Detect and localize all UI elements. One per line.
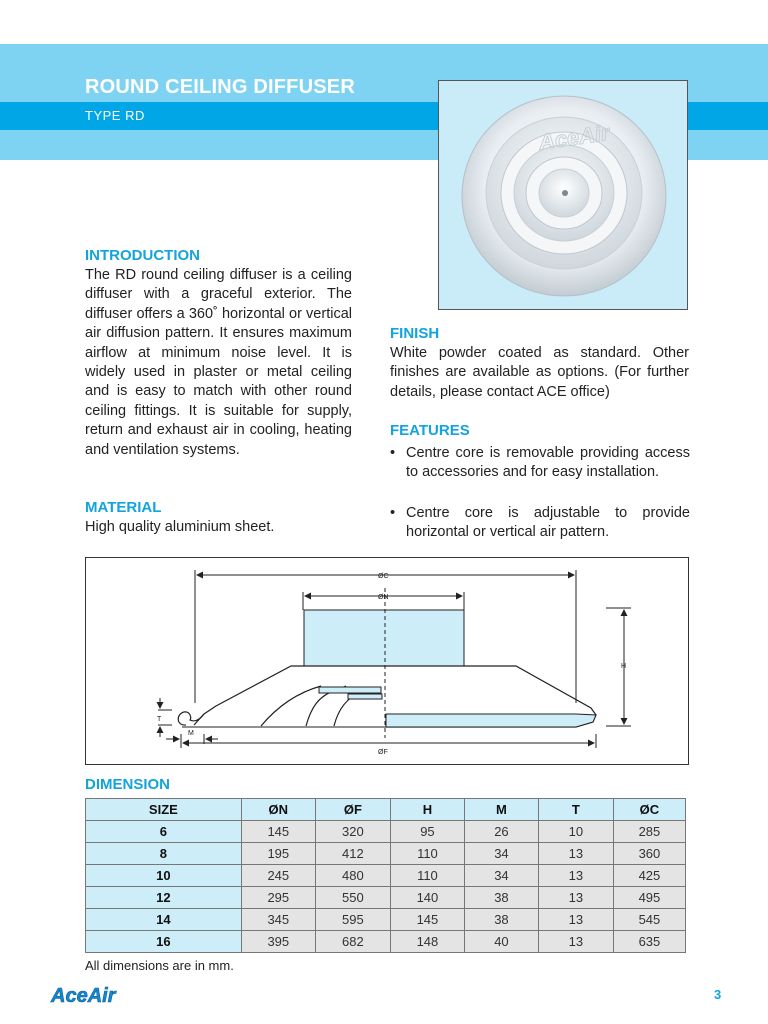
aceair-logo <box>50 983 130 1012</box>
cell-size: 14 <box>86 909 242 931</box>
col-header-n: ØN <box>241 799 315 821</box>
cell-value: 34 <box>464 865 538 887</box>
table-row <box>86 931 686 953</box>
cell-value: 40 <box>464 931 538 953</box>
finish-text: White powder coated as standard. Other finishes are available as options. (For further details, please contact ACE office) <box>390 345 689 400</box>
features-heading: FEATURES <box>390 422 470 439</box>
diffuser-image <box>439 81 686 308</box>
col-header-h: H <box>390 799 464 821</box>
cell-value: 13 <box>538 865 613 887</box>
introduction-heading: INTRODUCTION <box>85 247 200 264</box>
cell-value: 495 <box>613 887 685 909</box>
technical-drawing <box>85 557 689 765</box>
page-number: 3 <box>714 987 722 1002</box>
cell-value: 13 <box>538 887 613 909</box>
cell-value: 13 <box>538 909 613 931</box>
cell-value: 140 <box>390 887 464 909</box>
cell-value: 38 <box>464 909 538 931</box>
table-header-row <box>86 799 686 821</box>
cell-value: 360 <box>613 843 685 865</box>
cell-value: 34 <box>464 843 538 865</box>
cell-value: 110 <box>390 843 464 865</box>
drawing-svg <box>86 558 688 764</box>
cell-value: 145 <box>241 821 315 843</box>
feature-item <box>390 444 690 483</box>
table-row <box>86 843 686 865</box>
col-header-m: M <box>464 799 538 821</box>
bullet-icon: • <box>390 445 396 461</box>
cell-value: 95 <box>390 821 464 843</box>
cell-value: 545 <box>613 909 685 931</box>
features-list <box>390 444 690 564</box>
cell-size: 12 <box>86 887 242 909</box>
introduction-text: The RD round ceiling diffuser is a ceiling diffuser with a graceful exterior. The diffuser offers a 360˚ horizontal or vertical air diffusion pattern. It ensures maximum airflow at minimum noise level. It is widely used in plaster or metal ceiling and is easy to match with other round ceiling fittings. It is suitable for supply, return and exhaust air in cooling, heating and ventilation systems. <box>85 267 352 458</box>
cell-value: 148 <box>390 931 464 953</box>
dim-label-h: H <box>621 663 627 670</box>
dimension-table <box>85 798 686 953</box>
col-header-c: ØC <box>613 799 685 821</box>
col-header-f: ØF <box>315 799 390 821</box>
cell-size: 6 <box>86 821 242 843</box>
cell-value: 26 <box>464 821 538 843</box>
cell-value: 295 <box>241 887 315 909</box>
dim-label-m: M <box>188 730 194 737</box>
cell-value: 425 <box>613 865 685 887</box>
cell-value: 345 <box>241 909 315 931</box>
table-row <box>86 887 686 909</box>
dim-label-c: ØC <box>378 573 389 580</box>
dim-label-n: ØN <box>378 594 389 601</box>
cell-value: 13 <box>538 843 613 865</box>
cell-value: 412 <box>315 843 390 865</box>
col-header-t: T <box>538 799 613 821</box>
material-text: High quality aluminium sheet. <box>85 519 275 535</box>
dimension-note: All dimensions are in mm. <box>85 958 234 973</box>
cell-size: 8 <box>86 843 242 865</box>
cell-size: 16 <box>86 931 242 953</box>
page-title: ROUND CEILING DIFFUSER <box>85 76 355 98</box>
cell-value: 145 <box>390 909 464 931</box>
cell-value: 480 <box>315 865 390 887</box>
dim-label-f: ØF <box>378 749 388 756</box>
feature-item-text: Centre core is adjustable to provide horizontal or vertical air pattern. <box>406 504 690 541</box>
col-header-size: SIZE <box>86 799 242 821</box>
product-photo <box>438 80 688 310</box>
dimension-heading: DIMENSION <box>85 776 171 793</box>
cell-value: 285 <box>613 821 685 843</box>
cell-value: 38 <box>464 887 538 909</box>
cell-value: 595 <box>315 909 390 931</box>
cell-size: 10 <box>86 865 242 887</box>
cell-value: 320 <box>315 821 390 843</box>
feature-item-text: Centre core is removable providing access to accessories and for easy installation. <box>406 445 690 481</box>
feature-item <box>390 504 690 543</box>
cell-value: 550 <box>315 887 390 909</box>
photo-watermark: AceAir <box>537 120 611 155</box>
material-heading: MATERIAL <box>85 499 162 516</box>
cell-value: 682 <box>315 931 390 953</box>
cell-value: 13 <box>538 931 613 953</box>
finish-heading: FINISH <box>390 325 440 342</box>
table-row <box>86 865 686 887</box>
cell-value: 110 <box>390 865 464 887</box>
page-subtitle: TYPE RD <box>85 108 145 123</box>
cell-value: 245 <box>241 865 315 887</box>
cell-value: 10 <box>538 821 613 843</box>
dim-label-t: T <box>157 716 162 723</box>
cell-value: 635 <box>613 931 685 953</box>
table-row <box>86 909 686 931</box>
bullet-icon: • <box>390 504 396 521</box>
logo-svg <box>50 983 130 1007</box>
logo-text: AceAir <box>51 985 116 1007</box>
cell-value: 395 <box>241 931 315 953</box>
cell-value: 195 <box>241 843 315 865</box>
table-row <box>86 821 686 843</box>
